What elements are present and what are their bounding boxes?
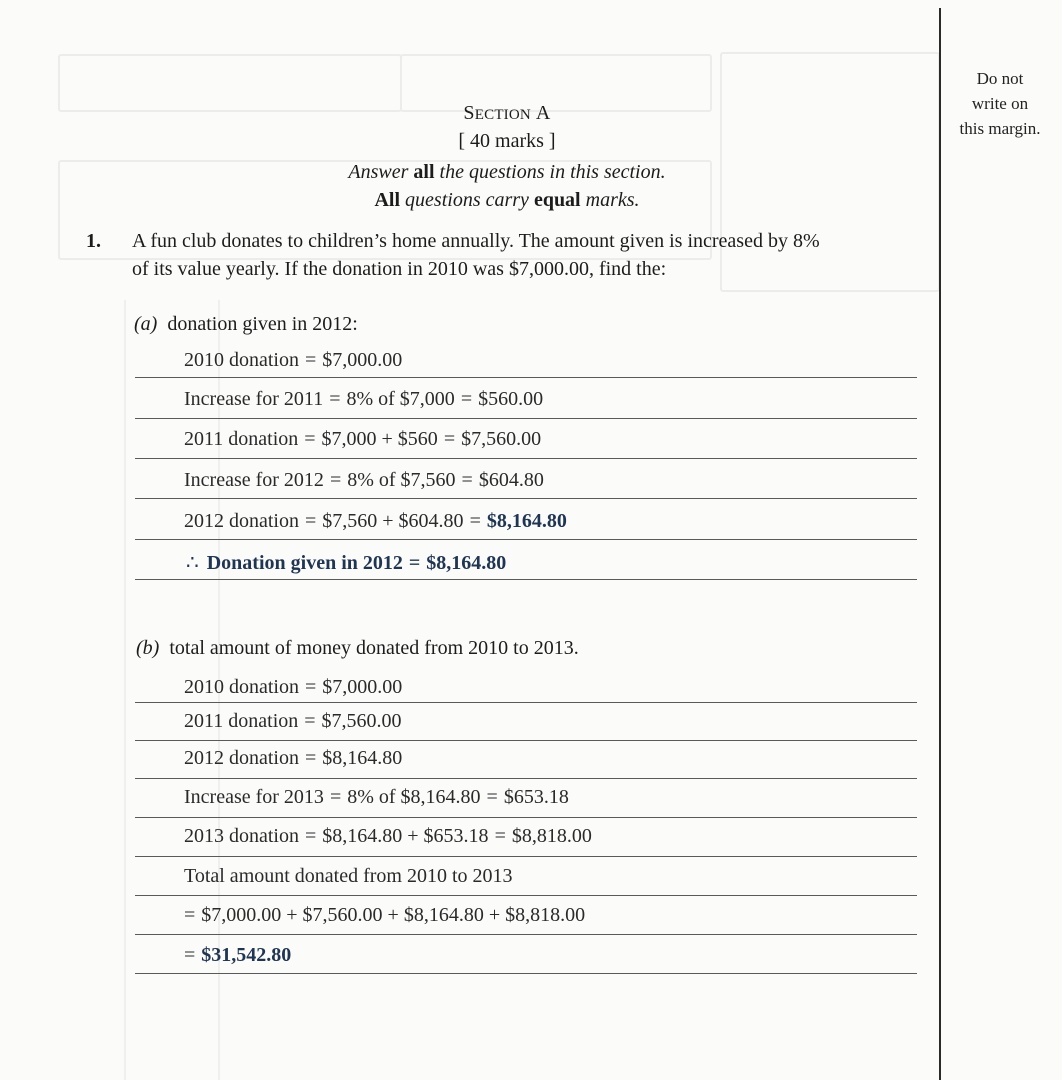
answer-rule: [135, 778, 917, 779]
section-title: SECTION A: [463, 102, 551, 124]
answer-rule: [135, 539, 917, 540]
answer-rule: [135, 377, 917, 378]
part-b-prompt: (b) total amount of money donated from 2010 to 2013.: [136, 637, 579, 659]
margin-note-line: this margin.: [959, 119, 1041, 138]
margin-note-line: Do not: [976, 69, 1024, 88]
answer-line: 2012 donation = $8,164.80: [184, 747, 403, 769]
section-instruction: Answer all the questions in this section.: [348, 161, 666, 183]
answer-line: 2010 donation = $7,000.00: [184, 349, 403, 371]
answer-line: 2010 donation = $7,000.00: [184, 676, 403, 698]
margin-rule: [939, 8, 941, 1080]
answer-rule: [135, 856, 917, 857]
answer-rule: [135, 934, 917, 935]
section-instruction: All questions carry equal marks.: [374, 189, 640, 211]
show-through-box: [58, 54, 402, 112]
margin-note-line: write on: [971, 94, 1029, 113]
answer-rule: [135, 458, 917, 459]
answer-line: 2012 donation = $7,560 + $604.80 = $8,164.80: [184, 510, 567, 532]
answer-line: Increase for 2012 = 8% of $7,560 = $604.80: [184, 469, 544, 491]
total-heading: Total amount donated from 2010 to 2013: [184, 865, 513, 887]
answer-line: Increase for 2013 = 8% of $8,164.80 = $653.18: [184, 786, 569, 808]
answer-line: Increase for 2011 = 8% of $7,000 = $560.00: [184, 388, 544, 410]
margin-note: [945, 66, 1055, 141]
answer-rule: [135, 579, 917, 580]
question-text: of its value yearly. If the donation in 2010 was $7,000.00, find the:: [132, 258, 667, 280]
section-marks: [ 40 marks ]: [458, 130, 556, 152]
part-a-conclusion: ∴ Donation given in 2012 = $8,164.80: [186, 552, 507, 574]
total-sum: = $7,000.00 + $7,560.00 + $8,164.80 + $8,818.00: [184, 904, 586, 926]
answer-rule: [135, 498, 917, 499]
show-through-line: [124, 300, 126, 1080]
question-text: A fun club donates to children’s home annually. The amount given is increased by 8%: [132, 230, 820, 252]
answer-rule: [135, 418, 917, 419]
answer-rule: [135, 895, 917, 896]
answer-rule: [135, 973, 917, 974]
total-value: = $31,542.80: [184, 944, 292, 966]
question-number: 1.: [86, 230, 101, 252]
answer-line: 2013 donation = $8,164.80 + $653.18 = $8,818.00: [184, 825, 592, 847]
answer-line: 2011 donation = $7,560.00: [184, 710, 402, 732]
answer-line: 2011 donation = $7,000 + $560 = $7,560.00: [184, 428, 542, 450]
answer-rule: [135, 702, 917, 703]
part-a-prompt: (a) donation given in 2012:: [134, 313, 358, 335]
answer-rule: [135, 817, 917, 818]
answer-rule: [135, 740, 917, 741]
